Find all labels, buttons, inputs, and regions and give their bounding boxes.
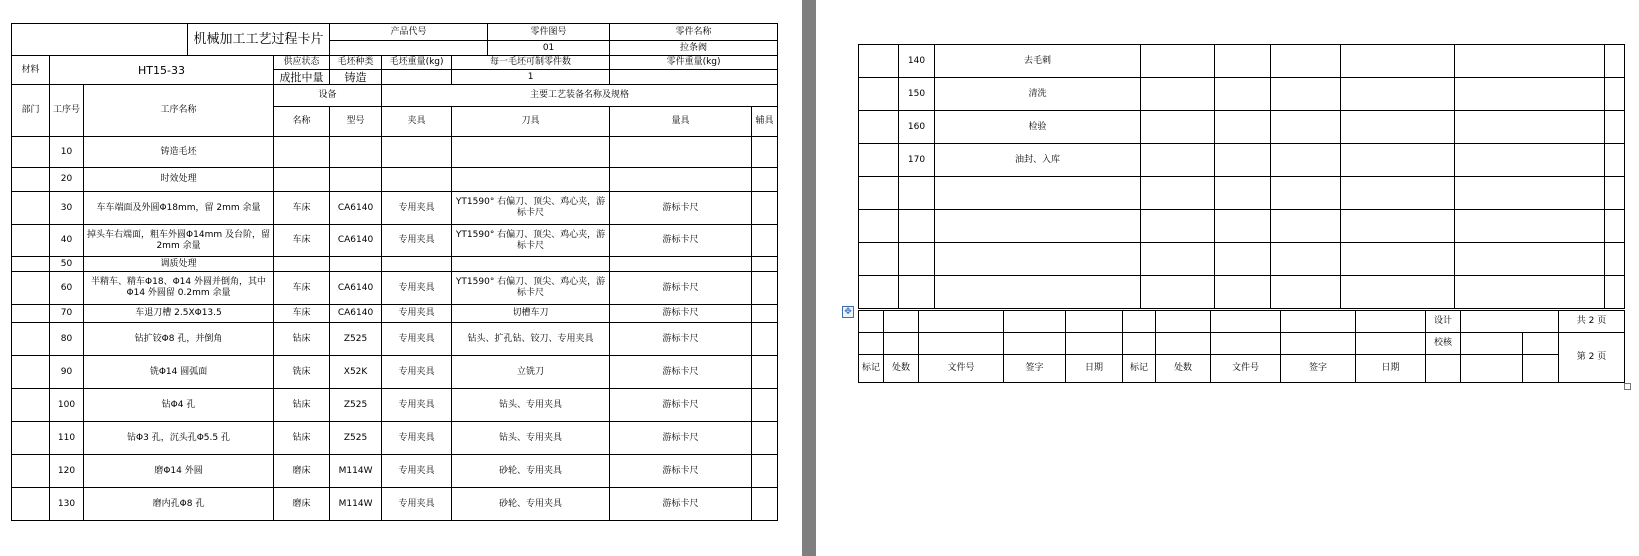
part-name-value[interactable]: 拉条阀 bbox=[610, 41, 778, 56]
aux-cell[interactable] bbox=[752, 192, 778, 225]
table-row bbox=[12, 455, 778, 488]
tool-cell[interactable]: 钻头、专用夹具 bbox=[452, 422, 610, 455]
part-no-label: 零件图号 bbox=[488, 24, 610, 41]
footer-cell[interactable] bbox=[859, 311, 884, 333]
check-label: 校核 bbox=[1426, 333, 1461, 355]
footer-cell[interactable] bbox=[1156, 311, 1211, 333]
dept-cell[interactable] bbox=[12, 356, 50, 389]
eq-model-cell[interactable]: M114W bbox=[330, 488, 382, 521]
eq-model-cell[interactable]: M114W bbox=[330, 455, 382, 488]
eq-name-cell[interactable]: 钻床 bbox=[274, 422, 330, 455]
aux-cell[interactable] bbox=[1605, 243, 1625, 276]
tool-cell[interactable] bbox=[1341, 243, 1455, 276]
footer-cell[interactable] bbox=[1156, 333, 1211, 355]
dept-cell[interactable] bbox=[12, 305, 50, 323]
dept-cell[interactable] bbox=[12, 192, 50, 225]
gauge-cell[interactable]: 游标卡尺 bbox=[610, 455, 752, 488]
footer-cell[interactable] bbox=[1356, 333, 1426, 355]
tool-cell[interactable]: YT1590° 右偏刀、顶尖、鸡心夹，游标卡尺 bbox=[452, 192, 610, 225]
footer-cell[interactable] bbox=[1123, 311, 1156, 333]
gauge-cell[interactable]: 游标卡尺 bbox=[610, 488, 752, 521]
footer-cell[interactable] bbox=[1281, 333, 1356, 355]
dept-cell[interactable] bbox=[12, 272, 50, 305]
gauge-cell[interactable]: 游标卡尺 bbox=[610, 422, 752, 455]
tool-cell[interactable] bbox=[452, 257, 610, 272]
eq-model-cell[interactable] bbox=[330, 168, 382, 192]
count-label: 处数 bbox=[884, 355, 919, 383]
pages-total: 共 2 页 bbox=[1559, 311, 1625, 333]
fixture-cell[interactable]: 专用夹具 bbox=[382, 305, 452, 323]
fixture-cell[interactable] bbox=[1271, 78, 1341, 111]
aux-cell[interactable] bbox=[1605, 111, 1625, 144]
eq-name-cell[interactable] bbox=[274, 168, 330, 192]
footer-cell[interactable] bbox=[1004, 333, 1066, 355]
table-row bbox=[12, 168, 778, 192]
part-weight-label: 零件重量(kg) bbox=[610, 56, 778, 70]
op-no-cell[interactable]: 40 bbox=[50, 225, 84, 257]
table-row bbox=[859, 144, 1625, 177]
tool-header: 刀具 bbox=[452, 107, 610, 137]
aux-cell[interactable] bbox=[752, 137, 778, 168]
aux-cell[interactable] bbox=[1605, 210, 1625, 243]
op-name-cell[interactable]: 清洗 bbox=[935, 78, 1141, 111]
process-card-continuation-table bbox=[858, 44, 1625, 309]
dept-cell[interactable] bbox=[859, 243, 899, 276]
eq-model-cell[interactable] bbox=[1215, 177, 1271, 210]
op-no-cell[interactable]: 170 bbox=[899, 144, 935, 177]
eq-name-cell[interactable] bbox=[274, 137, 330, 168]
fixture-cell[interactable] bbox=[1271, 276, 1341, 309]
fixture-cell[interactable]: 专用夹具 bbox=[382, 488, 452, 521]
mark-label: 标记 bbox=[859, 355, 884, 383]
process-card-table bbox=[11, 23, 778, 521]
fixture-cell[interactable]: 专用夹具 bbox=[382, 323, 452, 356]
footer-cell[interactable] bbox=[1356, 311, 1426, 333]
op-name-cell[interactable]: 油封、入库 bbox=[935, 144, 1141, 177]
part-weight-value[interactable] bbox=[610, 70, 778, 85]
dept-cell[interactable] bbox=[859, 45, 899, 78]
footer-cell[interactable] bbox=[1211, 311, 1281, 333]
eq-model-cell[interactable]: Z525 bbox=[330, 422, 382, 455]
aux-cell[interactable] bbox=[752, 356, 778, 389]
op-name-cell[interactable]: 磨内孔Φ8 孔 bbox=[84, 488, 274, 521]
gauge-cell[interactable]: 游标卡尺 bbox=[610, 225, 752, 257]
tool-cell[interactable] bbox=[1341, 144, 1455, 177]
card-title: 机械加工工艺过程卡片 bbox=[188, 24, 330, 56]
footer-cell[interactable] bbox=[919, 311, 1004, 333]
gauge-cell[interactable] bbox=[610, 168, 752, 192]
eq-model-cell[interactable] bbox=[1215, 210, 1271, 243]
eq-model-cell[interactable]: CA6140 bbox=[330, 272, 382, 305]
op-name-cell[interactable] bbox=[935, 243, 1141, 276]
eq-name-cell[interactable]: 铣床 bbox=[274, 356, 330, 389]
op-name-cell[interactable]: 时效处理 bbox=[84, 168, 274, 192]
op-name-cell[interactable]: 掉头车右端面，粗车外圆Φ14mm 及台阶，留 2mm 余量 bbox=[84, 225, 274, 257]
aux-cell[interactable] bbox=[1605, 78, 1625, 111]
gauge-cell[interactable]: 游标卡尺 bbox=[610, 389, 752, 422]
tool-cell[interactable] bbox=[1341, 111, 1455, 144]
eq-name-cell[interactable]: 钻床 bbox=[274, 323, 330, 356]
table-row bbox=[12, 272, 778, 305]
eq-name-cell[interactable] bbox=[1141, 177, 1215, 210]
eq-name-cell[interactable]: 车床 bbox=[274, 225, 330, 257]
fixture-cell[interactable] bbox=[1271, 111, 1341, 144]
op-name-cell[interactable] bbox=[935, 210, 1141, 243]
fixture-cell[interactable]: 专用夹具 bbox=[382, 356, 452, 389]
eq-model-cell[interactable] bbox=[1215, 243, 1271, 276]
count-label-2: 处数 bbox=[1156, 355, 1211, 383]
eq-model-cell[interactable] bbox=[1215, 45, 1271, 78]
op-name-cell[interactable]: 铸造毛坯 bbox=[84, 137, 274, 168]
footer-cell[interactable] bbox=[884, 311, 919, 333]
tool-cell[interactable] bbox=[1341, 276, 1455, 309]
tool-cell[interactable]: YT1590° 右偏刀、顶尖、鸡心夹，游标卡尺 bbox=[452, 272, 610, 305]
tool-cell[interactable]: 立铣刀 bbox=[452, 356, 610, 389]
op-no-cell[interactable]: 60 bbox=[50, 272, 84, 305]
part-name-label: 零件名称 bbox=[610, 24, 778, 41]
check-value[interactable] bbox=[1461, 333, 1523, 355]
op-name-cell[interactable]: 钻Φ4 孔 bbox=[84, 389, 274, 422]
eq-name-cell[interactable] bbox=[1141, 78, 1215, 111]
op-no-cell[interactable]: 20 bbox=[50, 168, 84, 192]
signature-footer-table bbox=[858, 310, 1625, 383]
gauge-cell[interactable] bbox=[1455, 243, 1605, 276]
tool-cell[interactable] bbox=[452, 168, 610, 192]
aux-cell[interactable] bbox=[752, 455, 778, 488]
aux-cell[interactable] bbox=[1605, 45, 1625, 78]
sign-label-2: 签字 bbox=[1281, 355, 1356, 383]
fixture-cell[interactable]: 专用夹具 bbox=[382, 225, 452, 257]
tool-cell[interactable]: 钻头、专用夹具 bbox=[452, 389, 610, 422]
op-no-cell[interactable]: 30 bbox=[50, 192, 84, 225]
dept-cell[interactable] bbox=[859, 144, 899, 177]
part-no-value[interactable]: 01 bbox=[488, 41, 610, 56]
tool-cell[interactable]: 切槽车刀 bbox=[452, 305, 610, 323]
table-row bbox=[859, 111, 1625, 144]
op-name-cell[interactable] bbox=[935, 276, 1141, 309]
eq-model-cell[interactable] bbox=[1215, 78, 1271, 111]
material-label: 材料 bbox=[12, 56, 50, 85]
dept-cell[interactable] bbox=[12, 389, 50, 422]
page-gap bbox=[802, 0, 816, 556]
op-no-cell[interactable]: 120 bbox=[50, 455, 84, 488]
design-value[interactable] bbox=[1461, 311, 1559, 333]
parts-per-blank-label: 每一毛坯可制零件数 bbox=[452, 56, 610, 70]
aux-cell[interactable] bbox=[752, 168, 778, 192]
fixture-header: 夹具 bbox=[382, 107, 452, 137]
footer-cell[interactable] bbox=[1123, 333, 1156, 355]
eq-model-cell[interactable] bbox=[330, 257, 382, 272]
eq-name-cell[interactable]: 车床 bbox=[274, 192, 330, 225]
aux-cell[interactable] bbox=[752, 257, 778, 272]
table-row bbox=[859, 210, 1625, 243]
material-value[interactable]: HT15-33 bbox=[50, 56, 274, 85]
eq-model-cell[interactable] bbox=[330, 137, 382, 168]
tool-cell[interactable] bbox=[1341, 45, 1455, 78]
gauge-cell[interactable] bbox=[1455, 45, 1605, 78]
table-row bbox=[859, 177, 1625, 210]
dept-cell[interactable] bbox=[859, 78, 899, 111]
dept-cell[interactable] bbox=[12, 488, 50, 521]
eq-name-cell[interactable] bbox=[1141, 144, 1215, 177]
dept-cell[interactable] bbox=[12, 225, 50, 257]
op-no-cell[interactable]: 110 bbox=[50, 422, 84, 455]
eq-name-cell[interactable] bbox=[1141, 210, 1215, 243]
aux-cell[interactable] bbox=[1605, 144, 1625, 177]
mark-label-2: 标记 bbox=[1123, 355, 1156, 383]
fixture-cell[interactable] bbox=[382, 137, 452, 168]
op-no-cell[interactable] bbox=[899, 243, 935, 276]
check-value-2[interactable] bbox=[1523, 333, 1559, 355]
op-name-cell[interactable]: 半精车、精车Φ18、Φ14 外圆并倒角，其中Φ14 外圆留 0.2mm 余量 bbox=[84, 272, 274, 305]
gauge-cell[interactable]: 游标卡尺 bbox=[610, 356, 752, 389]
fixture-cell[interactable]: 专用夹具 bbox=[382, 455, 452, 488]
op-no-cell[interactable]: 140 bbox=[899, 45, 935, 78]
op-no-cell[interactable] bbox=[899, 210, 935, 243]
footer-cell[interactable] bbox=[1066, 333, 1123, 355]
gauge-header: 量具 bbox=[610, 107, 752, 137]
dept-cell[interactable] bbox=[859, 276, 899, 309]
tooling-header: 主要工艺装备名称及规格 bbox=[382, 85, 778, 107]
tool-cell[interactable] bbox=[1341, 177, 1455, 210]
table-row bbox=[12, 356, 778, 389]
aux-cell[interactable] bbox=[752, 272, 778, 305]
batch-label: 成批中量 bbox=[274, 70, 330, 85]
page-number: 第 2 页 bbox=[1559, 333, 1625, 383]
table-row bbox=[859, 276, 1625, 309]
op-no-cell[interactable] bbox=[899, 177, 935, 210]
op-name-header: 工序名称 bbox=[84, 85, 274, 137]
blank-weight-label: 毛坯重量(kg) bbox=[382, 56, 452, 70]
gauge-cell[interactable] bbox=[610, 137, 752, 168]
eq-model-cell[interactable]: Z525 bbox=[330, 323, 382, 356]
op-no-cell[interactable]: 70 bbox=[50, 305, 84, 323]
dept-header: 部门 bbox=[12, 85, 50, 137]
op-no-cell[interactable]: 130 bbox=[50, 488, 84, 521]
date-label: 日期 bbox=[1066, 355, 1123, 383]
blank-weight-value[interactable] bbox=[382, 70, 452, 85]
eq-name-cell[interactable]: 钻床 bbox=[274, 389, 330, 422]
aux-cell[interactable] bbox=[752, 323, 778, 356]
equipment-header: 设备 bbox=[274, 85, 382, 107]
supply-state-label: 供应状态 bbox=[274, 56, 330, 70]
fixture-cell[interactable]: 专用夹具 bbox=[382, 192, 452, 225]
fixture-cell[interactable] bbox=[1271, 210, 1341, 243]
table-row bbox=[859, 78, 1625, 111]
table-row bbox=[12, 257, 778, 272]
doc-label: 文件号 bbox=[919, 355, 1004, 383]
table-row bbox=[12, 192, 778, 225]
op-name-cell[interactable]: 车车端面及外圆Φ18mm，留 2mm 余量 bbox=[84, 192, 274, 225]
tool-cell[interactable]: YT1590° 右偏刀、顶尖、鸡心夹，游标卡尺 bbox=[452, 225, 610, 257]
eq-name-cell[interactable] bbox=[1141, 111, 1215, 144]
gauge-cell[interactable] bbox=[1455, 276, 1605, 309]
dept-cell[interactable] bbox=[859, 210, 899, 243]
table-row bbox=[859, 243, 1625, 276]
footer-cell[interactable] bbox=[1004, 311, 1066, 333]
fixture-cell[interactable]: 专用夹具 bbox=[382, 272, 452, 305]
date-label-2: 日期 bbox=[1356, 355, 1426, 383]
footer-cell[interactable] bbox=[884, 333, 919, 355]
doc-label-2: 文件号 bbox=[1211, 355, 1281, 383]
table-resize-handle-icon[interactable] bbox=[1624, 383, 1631, 390]
table-move-handle-icon[interactable]: ✥ bbox=[842, 306, 854, 318]
dept-cell[interactable] bbox=[12, 168, 50, 192]
footer-cell[interactable] bbox=[1523, 355, 1559, 383]
table-row bbox=[12, 488, 778, 521]
blank-type-label: 毛坯种类 bbox=[330, 56, 382, 70]
eq-name-cell[interactable] bbox=[1141, 243, 1215, 276]
fixture-cell[interactable] bbox=[1271, 177, 1341, 210]
fixture-cell[interactable] bbox=[1271, 243, 1341, 276]
tool-cell[interactable] bbox=[452, 137, 610, 168]
sign-label: 签字 bbox=[1004, 355, 1066, 383]
eq-model-cell[interactable]: CA6140 bbox=[330, 192, 382, 225]
parts-per-blank-value[interactable]: 1 bbox=[452, 70, 610, 85]
eq-name-cell[interactable] bbox=[274, 257, 330, 272]
op-name-cell[interactable]: 去毛刺 bbox=[935, 45, 1141, 78]
gauge-cell[interactable] bbox=[1455, 78, 1605, 111]
footer-cell[interactable] bbox=[1066, 311, 1123, 333]
table-row bbox=[12, 305, 778, 323]
eq-name-cell[interactable]: 磨床 bbox=[274, 488, 330, 521]
op-no-cell[interactable]: 10 bbox=[50, 137, 84, 168]
aux-cell[interactable] bbox=[752, 225, 778, 257]
eq-name-cell[interactable]: 车床 bbox=[274, 272, 330, 305]
eq-name-cell[interactable]: 磨床 bbox=[274, 455, 330, 488]
footer-cell[interactable] bbox=[1211, 333, 1281, 355]
op-name-cell[interactable]: 车退刀槽 2.5XΦ13.5 bbox=[84, 305, 274, 323]
eq-model-cell[interactable] bbox=[1215, 144, 1271, 177]
gauge-cell[interactable]: 游标卡尺 bbox=[610, 272, 752, 305]
dept-cell[interactable] bbox=[12, 323, 50, 356]
blank-type-value[interactable]: 铸造 bbox=[330, 70, 382, 85]
gauge-cell[interactable] bbox=[1455, 144, 1605, 177]
op-no-cell[interactable]: 100 bbox=[50, 389, 84, 422]
footer-cell[interactable] bbox=[1281, 311, 1356, 333]
footer-cell[interactable] bbox=[1461, 355, 1523, 383]
eq-model-cell[interactable]: Z525 bbox=[330, 389, 382, 422]
eq-name-cell[interactable]: 车床 bbox=[274, 305, 330, 323]
dept-cell[interactable] bbox=[12, 137, 50, 168]
fixture-cell[interactable] bbox=[382, 257, 452, 272]
gauge-cell[interactable]: 游标卡尺 bbox=[610, 192, 752, 225]
op-no-cell[interactable]: 90 bbox=[50, 356, 84, 389]
eq-name-header: 名称 bbox=[274, 107, 330, 137]
fixture-cell[interactable] bbox=[1271, 144, 1341, 177]
gauge-cell[interactable] bbox=[610, 257, 752, 272]
eq-model-cell[interactable]: X52K bbox=[330, 356, 382, 389]
op-name-cell[interactable]: 检验 bbox=[935, 111, 1141, 144]
eq-model-cell[interactable] bbox=[1215, 276, 1271, 309]
op-name-cell[interactable]: 钻扩铰Φ8 孔，并倒角 bbox=[84, 323, 274, 356]
aux-cell[interactable] bbox=[752, 422, 778, 455]
op-name-cell[interactable] bbox=[935, 177, 1141, 210]
op-name-cell[interactable]: 调质处理 bbox=[84, 257, 274, 272]
eq-model-cell[interactable]: CA6140 bbox=[330, 305, 382, 323]
aux-cell[interactable] bbox=[1605, 276, 1625, 309]
aux-cell[interactable] bbox=[752, 305, 778, 323]
aux-cell[interactable] bbox=[1605, 177, 1625, 210]
op-no-cell[interactable]: 80 bbox=[50, 323, 84, 356]
tool-cell[interactable] bbox=[1341, 78, 1455, 111]
aux-cell[interactable] bbox=[752, 488, 778, 521]
op-name-cell[interactable]: 铣Φ14 圆弧面 bbox=[84, 356, 274, 389]
op-no-cell[interactable]: 160 bbox=[899, 111, 935, 144]
table-row bbox=[859, 45, 1625, 78]
op-name-cell[interactable]: 钻Φ3 孔，沉头孔Φ5.5 孔 bbox=[84, 422, 274, 455]
table-row bbox=[12, 422, 778, 455]
tool-cell[interactable]: 砂轮、专用夹具 bbox=[452, 455, 610, 488]
dept-cell[interactable] bbox=[12, 257, 50, 272]
gauge-cell[interactable] bbox=[1455, 210, 1605, 243]
op-no-cell[interactable]: 150 bbox=[899, 78, 935, 111]
fixture-cell[interactable]: 专用夹具 bbox=[382, 422, 452, 455]
tool-cell[interactable]: 砂轮、专用夹具 bbox=[452, 488, 610, 521]
fixture-cell[interactable] bbox=[382, 168, 452, 192]
aux-cell[interactable] bbox=[752, 389, 778, 422]
header-blank-cell bbox=[12, 24, 188, 56]
op-no-cell[interactable] bbox=[899, 276, 935, 309]
table-row bbox=[12, 389, 778, 422]
product-code-value[interactable] bbox=[330, 41, 488, 56]
dept-cell[interactable] bbox=[859, 177, 899, 210]
eq-model-cell[interactable]: CA6140 bbox=[330, 225, 382, 257]
design-label: 设计 bbox=[1426, 311, 1461, 333]
eq-name-cell[interactable] bbox=[1141, 276, 1215, 309]
op-no-header: 工序号 bbox=[50, 85, 84, 137]
eq-model-cell[interactable] bbox=[1215, 111, 1271, 144]
fixture-cell[interactable]: 专用夹具 bbox=[382, 389, 452, 422]
eq-model-header: 型号 bbox=[330, 107, 382, 137]
gauge-cell[interactable] bbox=[1455, 177, 1605, 210]
table-row bbox=[12, 137, 778, 168]
footer-cell[interactable] bbox=[1426, 355, 1461, 383]
gauge-cell[interactable] bbox=[1455, 111, 1605, 144]
dept-cell[interactable] bbox=[859, 111, 899, 144]
footer-cell[interactable] bbox=[859, 333, 884, 355]
tool-cell[interactable] bbox=[1341, 210, 1455, 243]
dept-cell[interactable] bbox=[12, 422, 50, 455]
gauge-cell[interactable]: 游标卡尺 bbox=[610, 305, 752, 323]
op-name-cell[interactable]: 磨Φ14 外圆 bbox=[84, 455, 274, 488]
fixture-cell[interactable] bbox=[1271, 45, 1341, 78]
eq-name-cell[interactable] bbox=[1141, 45, 1215, 78]
op-no-cell[interactable]: 50 bbox=[50, 257, 84, 272]
aux-header: 辅具 bbox=[752, 107, 778, 137]
table-row bbox=[12, 225, 778, 257]
footer-cell[interactable] bbox=[919, 333, 1004, 355]
product-code-label: 产品代号 bbox=[330, 24, 488, 41]
table-row bbox=[12, 323, 778, 356]
gauge-cell[interactable]: 游标卡尺 bbox=[610, 323, 752, 356]
dept-cell[interactable] bbox=[12, 455, 50, 488]
tool-cell[interactable]: 钻头、扩孔钻、铰刀、专用夹具 bbox=[452, 323, 610, 356]
